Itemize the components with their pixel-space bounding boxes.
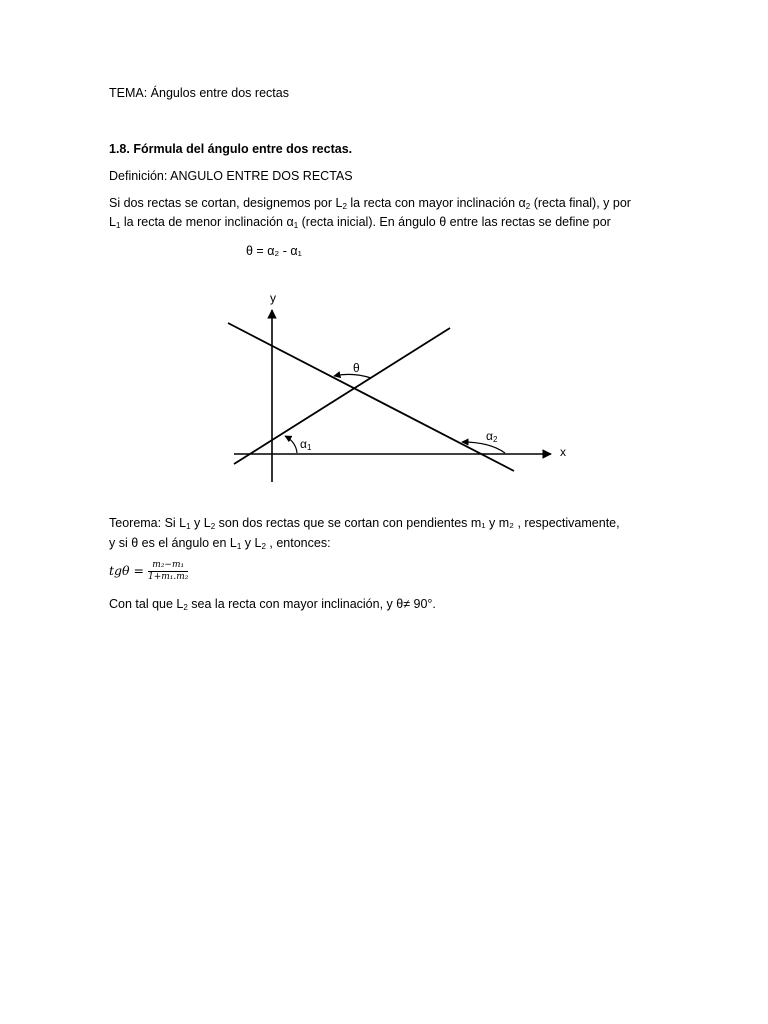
alpha2-label xyxy=(486,429,498,444)
text: son dos rectas que se cortan con pendientes m₁ y m₂ , respectivamente, xyxy=(215,516,620,530)
text: , entonces: xyxy=(265,536,331,550)
angle-equation: θ = α₂ - α₁ xyxy=(246,244,302,258)
alpha1-arc xyxy=(285,436,297,453)
theorem-line-1 xyxy=(109,516,620,531)
text: la recta de menor inclinación α xyxy=(120,215,294,229)
subscript: 2 xyxy=(525,202,531,211)
text: sea la recta con mayor inclinación, y θ≠ 90°. xyxy=(187,597,436,611)
subscript: 2 xyxy=(210,522,216,531)
formula-denominator: 1+m₁.m₂ xyxy=(147,572,189,582)
paragraph-line-2 xyxy=(109,215,611,230)
text: L xyxy=(109,215,116,229)
line-l1 xyxy=(234,328,450,464)
theta-label: θ xyxy=(353,361,360,375)
alpha1-symbol: α xyxy=(300,437,307,451)
section-title: 1.8. Fórmula del ángulo entre dos rectas. xyxy=(109,142,353,156)
text: Teorema: Si L xyxy=(109,516,187,530)
text: y si θ es el ángulo en L xyxy=(109,536,237,550)
subscript: 1 xyxy=(293,221,299,230)
text: (recta inicial). En ángulo θ entre las rectas se define por xyxy=(298,215,611,229)
x-axis-label: x xyxy=(560,445,566,459)
conclusion-line xyxy=(109,597,436,612)
topic-heading: TEMA: Ángulos entre dos rectas xyxy=(109,86,289,100)
angle-diagram xyxy=(0,280,768,490)
y-axis-label: y xyxy=(270,291,276,305)
alpha1-label xyxy=(300,437,312,452)
theorem-line-2 xyxy=(109,536,331,551)
subscript: 2 xyxy=(261,542,266,551)
text: y L xyxy=(241,536,262,550)
text: Con tal que L xyxy=(109,597,184,611)
text: y L xyxy=(190,516,211,530)
text: Si dos rectas se cortan, designemos por L xyxy=(109,196,343,210)
tangent-formula xyxy=(109,560,188,583)
subscript: 1 xyxy=(115,221,121,230)
subscript: 2 xyxy=(183,603,188,612)
definition-label: Definición: ANGULO ENTRE DOS RECTAS xyxy=(109,169,353,183)
alpha2-symbol: α xyxy=(486,429,493,443)
formula-lhs: tgθ = xyxy=(109,562,148,578)
subscript: 1 xyxy=(236,542,242,551)
text: (recta final), y por xyxy=(530,196,631,210)
alpha1-subscript: 1 xyxy=(306,443,312,452)
line-l2 xyxy=(228,323,514,471)
formula-numerator: m₂−m₁ xyxy=(148,560,188,572)
alpha2-subscript: 2 xyxy=(492,435,498,444)
subscript: 2 xyxy=(342,202,347,211)
text: la recta con mayor inclinación α xyxy=(346,196,526,210)
formula-fraction xyxy=(148,560,188,583)
paragraph-line-1 xyxy=(109,196,631,211)
subscript: 1 xyxy=(186,522,191,531)
